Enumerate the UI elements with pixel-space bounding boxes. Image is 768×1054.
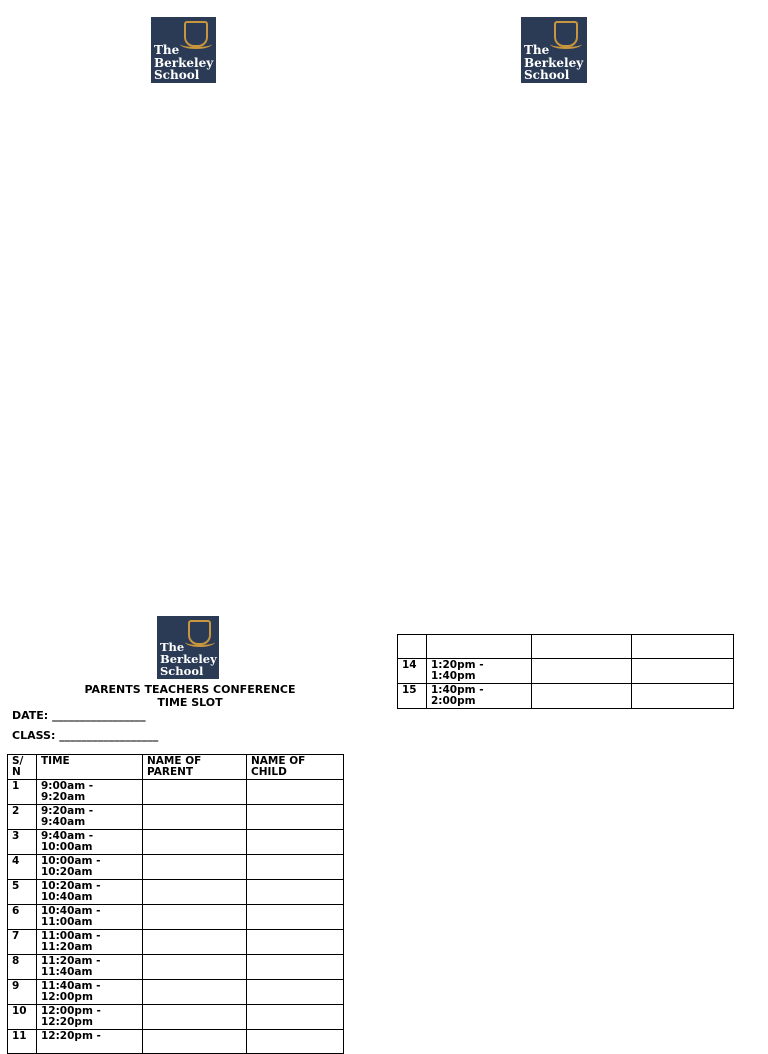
row-sn: 6	[8, 905, 37, 930]
row-sn	[398, 635, 427, 659]
row-child-name[interactable]	[247, 980, 344, 1005]
row-sn: 1	[8, 780, 37, 805]
row-child-name[interactable]	[632, 659, 734, 684]
row-sn: 8	[8, 955, 37, 980]
row-time: 11:40am - 12:00pm	[37, 980, 143, 1005]
row-child-name[interactable]	[247, 880, 344, 905]
class-blank: __________________	[59, 729, 159, 742]
book-icon	[185, 637, 215, 647]
class-label: CLASS:	[12, 729, 56, 742]
row-parent-name[interactable]	[143, 830, 247, 855]
row-sn: 14	[398, 659, 427, 684]
school-logo	[157, 616, 219, 679]
logo-word-the: The	[154, 43, 180, 57]
header-sn: S/ N	[8, 755, 37, 780]
book-icon	[550, 39, 582, 49]
table-row	[8, 855, 344, 880]
logo-word-the: The	[160, 640, 185, 654]
row-child-name[interactable]	[247, 855, 344, 880]
row-time: 10:00am - 10:20am	[37, 855, 143, 880]
table-row	[8, 780, 344, 805]
row-sn: 5	[8, 880, 37, 905]
logo-word-school: School	[524, 68, 570, 82]
row-time: 9:00am - 9:20am	[37, 780, 143, 805]
row-parent-name[interactable]	[143, 955, 247, 980]
row-time: 12:00pm - 12:20pm	[37, 1005, 143, 1030]
logo-word-the: The	[524, 43, 550, 57]
table-row	[8, 905, 344, 930]
row-parent-name[interactable]	[143, 1005, 247, 1030]
table-row	[8, 880, 344, 905]
logo-word-berkeley: Berkeley	[524, 56, 584, 70]
row-child-name[interactable]	[247, 905, 344, 930]
table-row	[8, 1005, 344, 1030]
row-time: 11:20am - 11:40am	[37, 955, 143, 980]
date-field	[12, 709, 146, 722]
row-time: 10:40am - 11:00am	[37, 905, 143, 930]
row-sn: 9	[8, 980, 37, 1005]
row-time: 9:20am - 9:40am	[37, 805, 143, 830]
time-slot-table	[7, 754, 344, 1054]
row-child-name[interactable]	[632, 635, 734, 659]
logo-word-school: School	[154, 68, 200, 82]
row-sn: 4	[8, 855, 37, 880]
table-row	[8, 930, 344, 955]
row-parent-name[interactable]	[143, 805, 247, 830]
header-parent: NAME OF PARENT	[143, 755, 247, 780]
row-sn: 7	[8, 930, 37, 955]
table-row	[8, 1030, 344, 1054]
row-child-name[interactable]	[247, 805, 344, 830]
row-parent-name[interactable]	[532, 684, 632, 709]
book-icon	[180, 39, 212, 49]
row-child-name[interactable]	[247, 955, 344, 980]
row-parent-name[interactable]	[143, 855, 247, 880]
table-row	[398, 635, 734, 659]
row-time: 9:40am - 10:00am	[37, 830, 143, 855]
row-child-name[interactable]	[632, 684, 734, 709]
table-row	[398, 684, 734, 709]
row-parent-name[interactable]	[143, 780, 247, 805]
row-parent-name[interactable]	[143, 980, 247, 1005]
logo-word-school: School	[160, 664, 204, 678]
row-time: 10:20am - 10:40am	[37, 880, 143, 905]
row-sn: 10	[8, 1005, 37, 1030]
header-child: NAME OF CHILD	[247, 755, 344, 780]
date-label: DATE:	[12, 709, 49, 722]
row-parent-name[interactable]	[532, 635, 632, 659]
table-header-row	[8, 755, 344, 780]
table-row	[398, 659, 734, 684]
logo-word-berkeley: Berkeley	[154, 56, 214, 70]
school-logo	[521, 17, 587, 83]
row-time: 11:00am - 11:20am	[37, 930, 143, 955]
row-parent-name[interactable]	[143, 905, 247, 930]
header-time: TIME	[37, 755, 143, 780]
row-parent-name[interactable]	[143, 1030, 247, 1054]
table-row	[8, 955, 344, 980]
table-row	[8, 830, 344, 855]
row-time: 1:20pm - 1:40pm	[427, 659, 532, 684]
form-title: PARENTS TEACHERS CONFERENCE	[84, 683, 296, 696]
table-row	[8, 980, 344, 1005]
row-sn: 11	[8, 1030, 37, 1054]
row-parent-name[interactable]	[532, 659, 632, 684]
row-child-name[interactable]	[247, 830, 344, 855]
row-parent-name[interactable]	[143, 880, 247, 905]
date-blank: _________________	[52, 709, 146, 722]
row-time: 1:40pm - 2:00pm	[427, 684, 532, 709]
class-field	[12, 729, 158, 742]
row-sn: 3	[8, 830, 37, 855]
row-child-name[interactable]	[247, 780, 344, 805]
form-subtitle: TIME SLOT	[157, 696, 223, 709]
table-row	[8, 805, 344, 830]
row-child-name[interactable]	[247, 1030, 344, 1054]
row-child-name[interactable]	[247, 930, 344, 955]
row-child-name[interactable]	[247, 1005, 344, 1030]
row-parent-name[interactable]	[143, 930, 247, 955]
time-slot-table-continued	[397, 634, 734, 709]
row-sn: 2	[8, 805, 37, 830]
row-time	[427, 635, 532, 659]
row-sn: 15	[398, 684, 427, 709]
logo-word-berkeley: Berkeley	[160, 652, 217, 666]
row-time: 12:20pm -	[37, 1030, 143, 1054]
school-logo	[151, 17, 216, 83]
